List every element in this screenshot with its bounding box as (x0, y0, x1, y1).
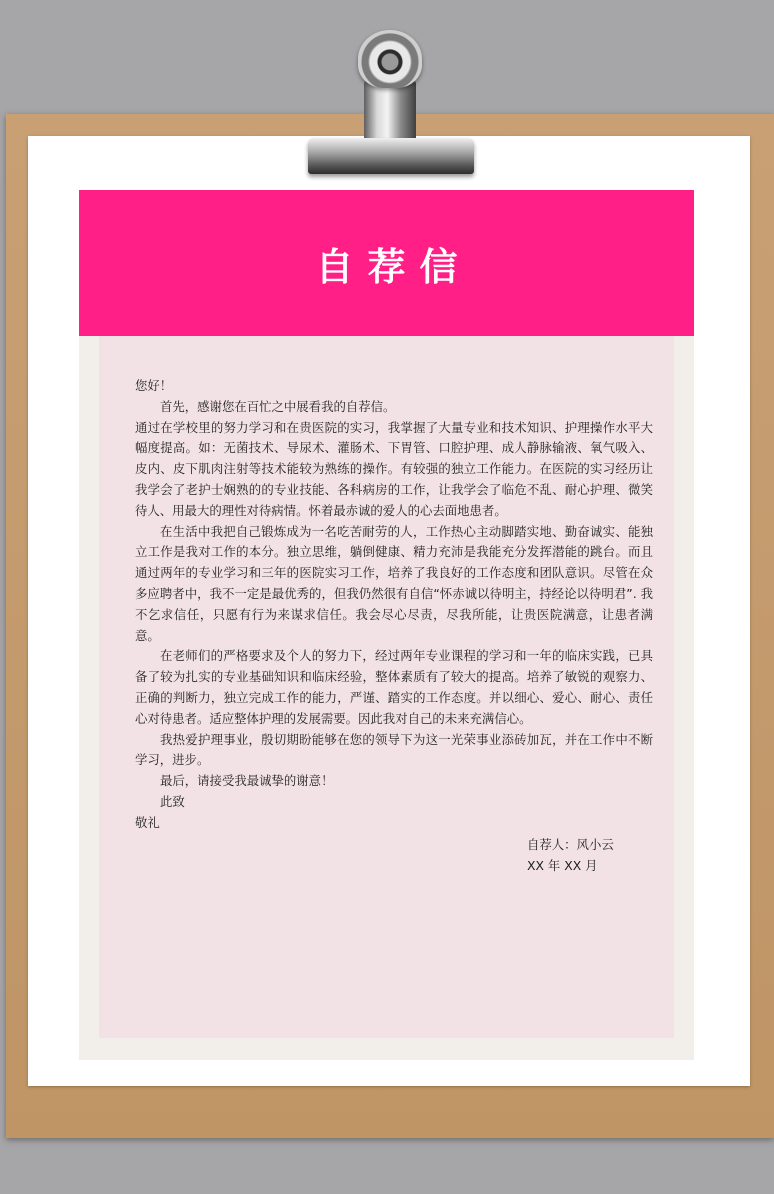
letter-text (135, 376, 653, 834)
page-title: 自荐信 (315, 244, 472, 289)
paragraph-3: 在生活中我把自己锻炼成为一名吃苦耐劳的人，工作热心主动脚踏实地、勤奋诚实、能独立工作是我对工作的本分。独立思维，躺倒健康、精力充沛是我能充分发挥潜能的跳台。而且通过两年的专业学习和三年的医院实习工作，培养了我良好的工作态度和团队意识。尽管在众多应聘者中，我不一定是最优秀的，但我仍然很有自信“怀赤诚以待明主，持经论以待明君”. 我不乞求信任，只愿有行为来谋求信任。我会尽心尽责，尽我所能，让贵医院满意，让患者满意。 (135, 523, 653, 643)
paragraph-6: 最后，请接受我最诚挚的谢意！ (160, 773, 334, 789)
signature-date: XX 年 XX 月 (527, 858, 598, 873)
paragraph-2: 通过在学校里的努力学习和在贵医院的实习，我掌握了大量专业和技术知识、护理操作水平大幅度提高。如：无菌技术、导尿术、灌肠术、下胃管、口腔护理、成人静脉输液、氧气吸入、皮内、皮下肌肉注射等技术能较为熟练的操作。有较强的独立工作能力。在医院的实习经历让我学会了老护士娴熟的的专业技能、各科病房的工作，让我学会了临危不乱、耐心护理、微笑待人、用最大的理性对待病情。怀着最赤诚的爱人的心去面地患者。 (135, 419, 653, 518)
signature-name: 自荐人：风小云 (527, 837, 614, 852)
clip-base (308, 138, 474, 174)
closing-line-1: 此致 (160, 793, 185, 809)
signature-block (527, 834, 614, 876)
greeting: 您好！ (135, 378, 173, 393)
letter-header (79, 190, 694, 336)
binder-clip-icon (358, 30, 422, 88)
paragraph-1: 首先，感谢您在百忙之中展看我的自荐信。 (160, 398, 396, 414)
paragraph-4: 在老师们的严格要求及个人的努力下，经过两年专业课程的学习和一年的临床实践，已具备了较为扎实的专业基础知识和临床经验，整体素质有了较大的提高。培养了敏锐的观察力、正确的判断力，独立完成工作的能力，严谨、踏实的工作态度。并以细心、爱心、耐心、责任心对待患者。适应整体护理的发展需要。因此我对自己的未来充满信心。 (135, 648, 653, 726)
closing-line-2: 敬礼 (135, 814, 160, 830)
paragraph-5: 我热爱护理事业，殷切期盼能够在您的领导下为这一光荣事业添砖加瓦，并在工作中不断学习，进步。 (135, 731, 653, 768)
clip-stem (364, 80, 416, 144)
